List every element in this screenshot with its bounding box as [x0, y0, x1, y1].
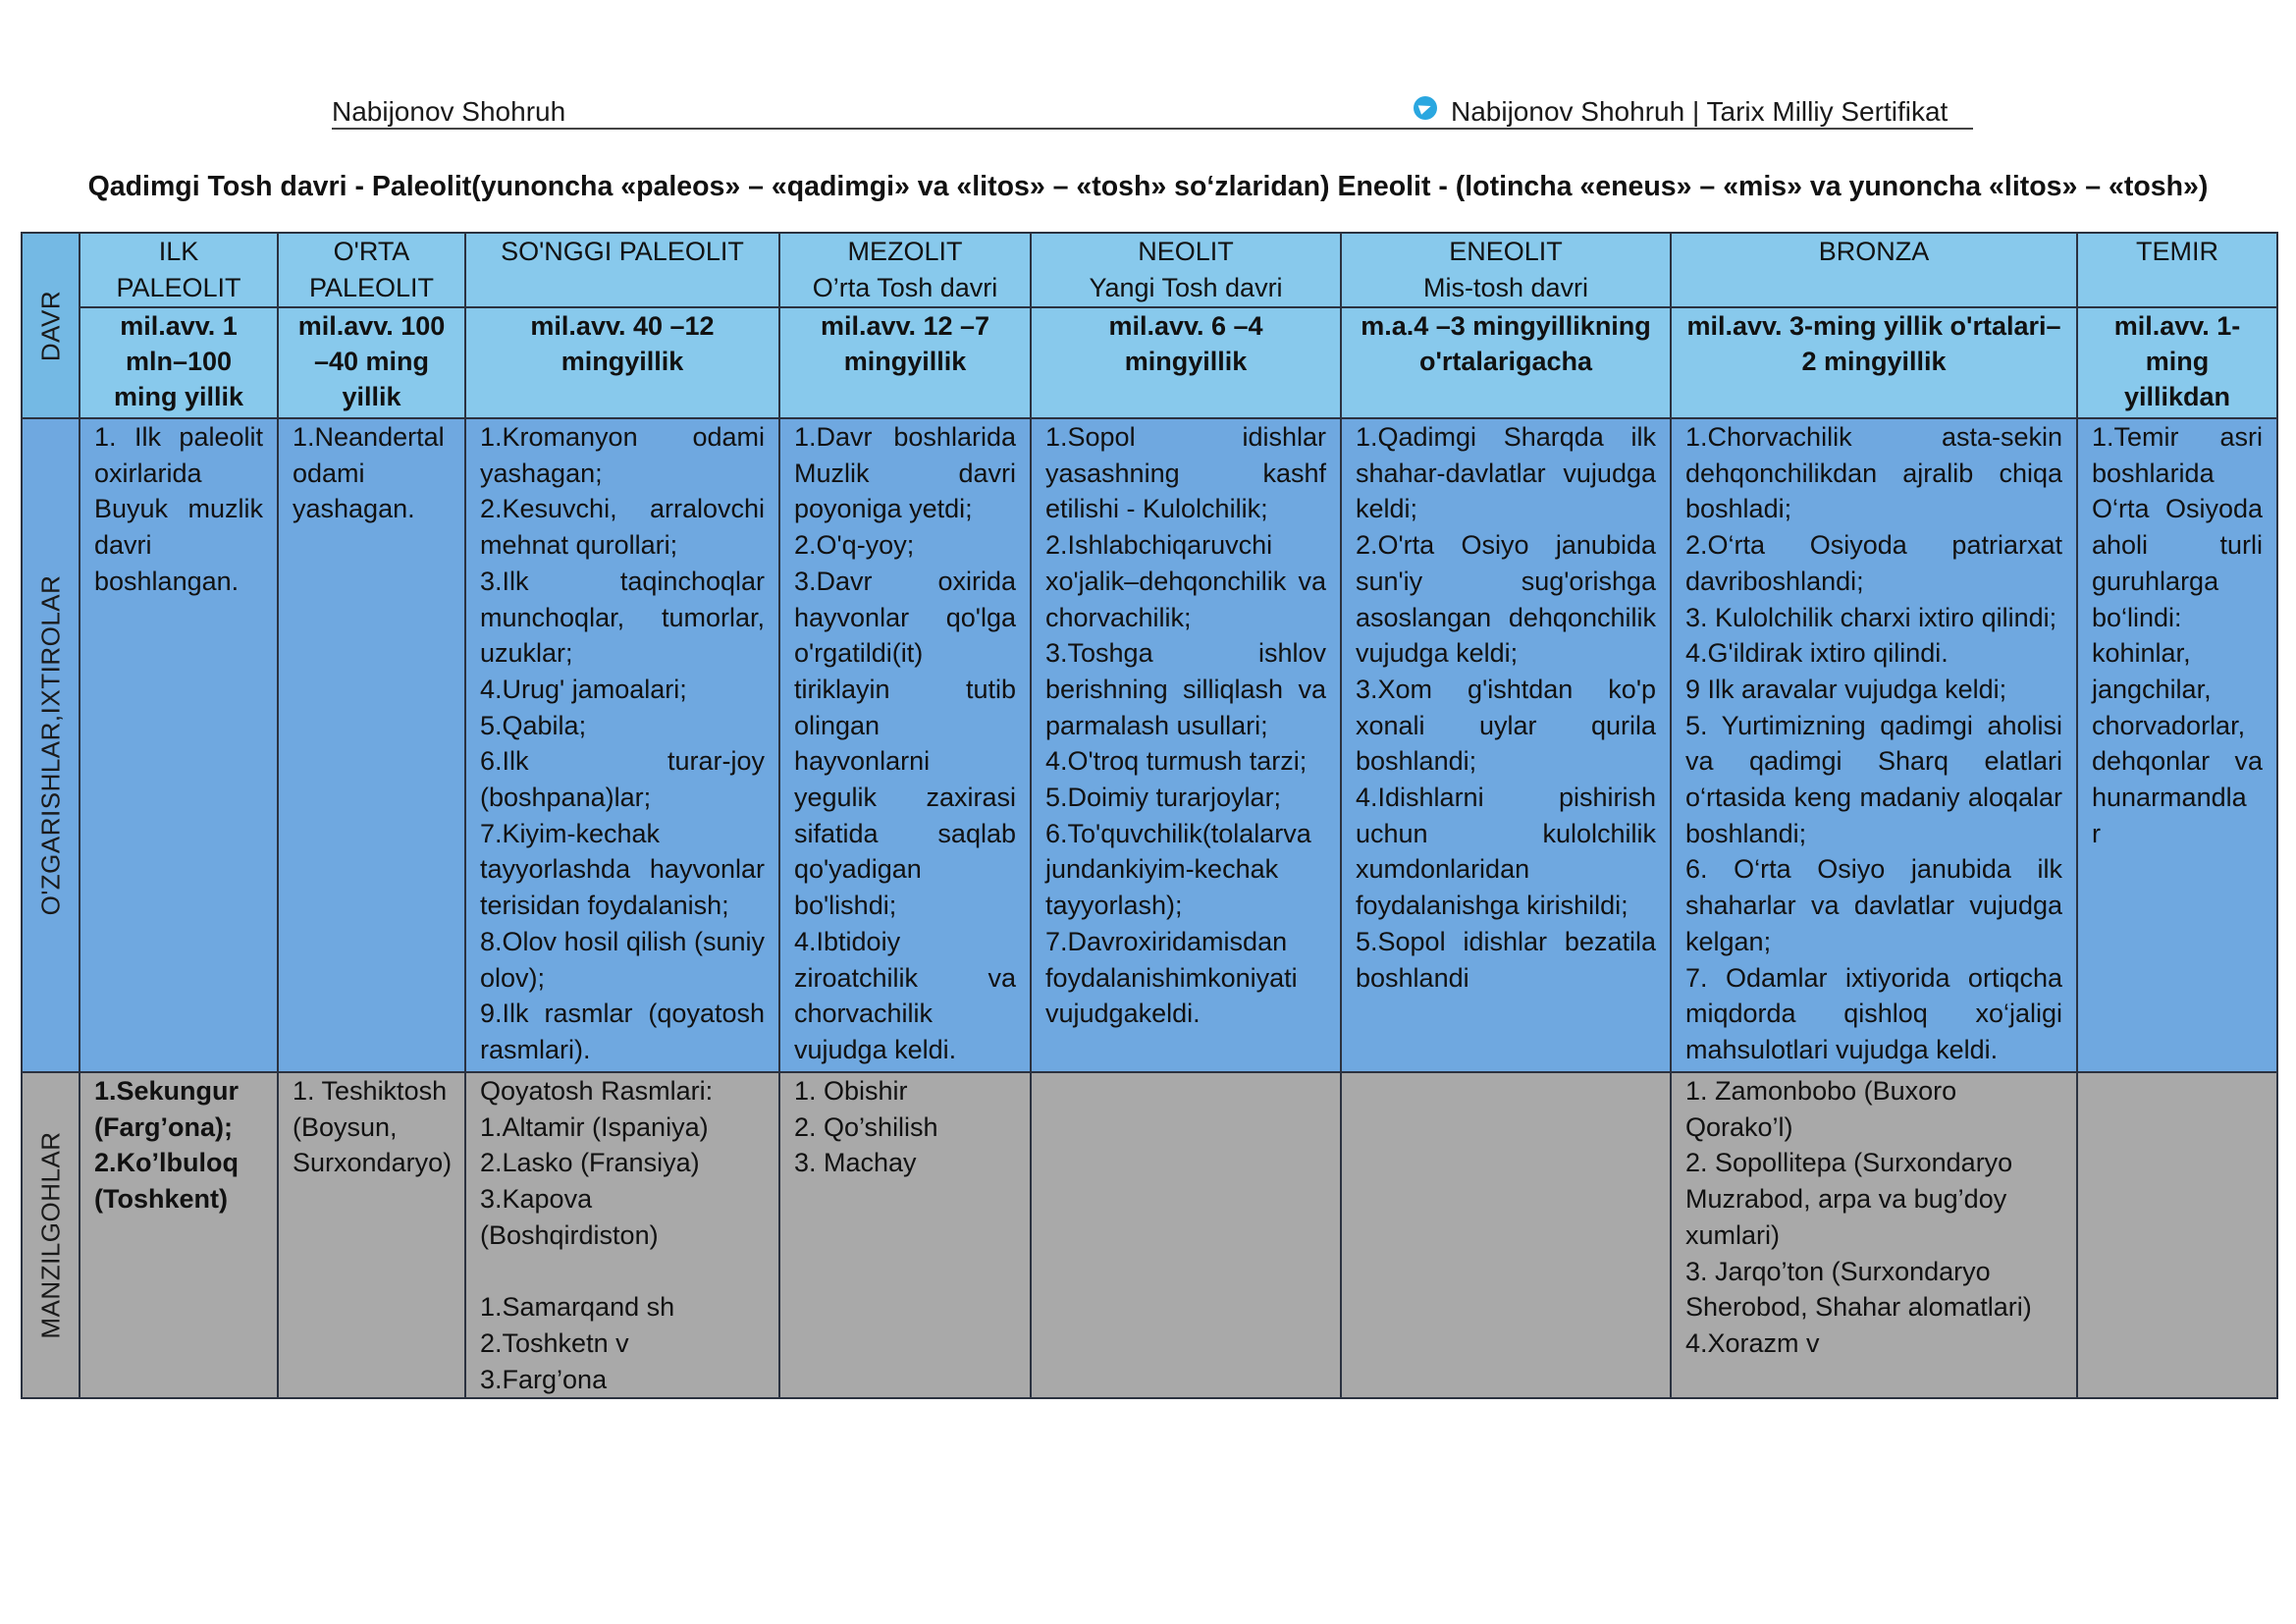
period-name-cell: O'RTA PALEOLIT — [278, 233, 465, 307]
row-label-sites — [22, 1072, 80, 1398]
period-date-cell: mil.avv. 12 –7 mingyillik — [779, 307, 1031, 418]
period-date-cell: mil.avv. 3-ming yillik o'rtalari– 2 mingyillik — [1671, 307, 2077, 418]
channel-credit — [1414, 96, 1948, 128]
changes-cell: 1.Neandertal odami yashagan. — [278, 418, 465, 1072]
period-name-cell: ENEOLIT Mis-tosh davri — [1341, 233, 1671, 307]
sites-cell — [2077, 1072, 2277, 1398]
changes-cell: 1.Kromanyon odami yashagan; 2.Kesuvchi, arralovchi mehnat qurollari; 3.Ilk taqinchoqlar munchoqlar, tumorlar, uzuklar; 4.Urug' jamoalari; 5.Qabila; 6.Ilk turar-joy (boshpana)lar; 7.Kiyim-kechak tayyorlashda hayvonlar terisidan foydalanish; 8.Olov hosil qilish (suniy olov); 9.Ilk rasmlar (qoyatosh rasmlari). — [465, 418, 779, 1072]
period-name-cell: BRONZA — [1671, 233, 2077, 307]
document-title: Qadimgi Tosh davri - Paleolit(yunoncha «paleos» – «qadimgi» va «litos» – «tosh» so‘zlaridan) Eneolit - (lotincha «eneus» – «mis» va yunoncha «litos» – «tosh») — [87, 171, 2209, 202]
changes-cell: 1. Ilk paleolit oxirlarida Buyuk muzlik davri boshlangan. — [80, 418, 278, 1072]
changes-cell: 1.Davr boshlarida Muzlik davri poyoniga yetdi; 2.O'q-yoy; 3.Davr oxirida hayvonlar qo'lga o'rgatildi(it) tiriklayin tutib olingan hayvonlarni yegulik zaxirasi sifatida saqlab qo'yadigan bo'lishdi; 4.Ibtidoiy ziroatchilik va chorvachilik vujudga keldi. — [779, 418, 1031, 1072]
changes-cell: 1.Sopol idishlar yasashning kashf etilishi - Kulolchilik; 2.Ishlabchiqaruvchi xo'jalik–dehqonchilik va chorvachilik; 3.Toshga ishlov berishning silliqlash va parmalash usullari; 4.O'troq turmush tarzi; 5.Doimiy turarjoylar; 6.To'quvchilik(tolalarva jundankiyim-kechak tayyorlash); 7.Davroxiridamisdan foydalanishimkoniyati vujudgakeldi. — [1031, 418, 1341, 1072]
period-name-cell: ILK PALEOLIT — [80, 233, 278, 307]
changes-cell: 1.Temir asri boshlarida O‘rta Osiyoda aholi turli guruhlarga bo‘lindi: kohinlar, jangchilar, chorvadorlar, dehqonlar va hunarmandla r — [2077, 418, 2277, 1072]
telegram-icon — [1414, 96, 1437, 120]
period-name-row — [22, 233, 2277, 307]
row-label-changes — [22, 418, 80, 1072]
period-date-cell: mil.avv. 40 –12 mingyillik — [465, 307, 779, 418]
sites-cell: 1.Sekungur (Farg’ona); 2.Ko’lbuloq (Toshkent) — [80, 1072, 278, 1398]
period-date-cell: m.a.4 –3 mingyillikning o'rtalarigacha — [1341, 307, 1671, 418]
period-name-cell: NEOLIT Yangi Tosh davri — [1031, 233, 1341, 307]
channel-credit-text: Nabijonov Shohruh | Tarix Milliy Sertifikat — [1451, 96, 1949, 127]
header-rule — [332, 128, 1973, 130]
sites-cell: 1. Teshiktosh (Boysun, Surxondaryo) — [278, 1072, 465, 1398]
sites-cell: 1. Zamonbobo (Buxoro Qorako’l) 2. Sopollitepa (Surxondaryo Muzrabod, arpa va bug’doy xumlari) 3. Jarqo’ton (Surxondaryo Sherobod, Shahar alomatlari) 4.Xorazm v — [1671, 1072, 2077, 1398]
period-date-cell: mil.avv. 1- ming yillikdan — [2077, 307, 2277, 418]
author-name-left: Nabijonov Shohruh — [332, 96, 566, 127]
period-date-cell: mil.avv. 100 –40 ming yillik — [278, 307, 465, 418]
sites-cell: Qoyatosh Rasmlari: 1.Altamir (Ispaniya) 2.Lasko (Fransiya) 3.Kapova (Boshqirdiston) 1.Samarqand sh 2.Toshketn v 3.Farg’ona — [465, 1072, 779, 1398]
row-label-changes-text: O'ZGARISHLAR,IXTIROLAR — [35, 574, 66, 916]
period-date-cell: mil.avv. 1 mln–100 ming yillik — [80, 307, 278, 418]
changes-cell: 1.Chorvachilik asta-sekin dehqonchilikdan ajralib chiqa boshladi; 2.O‘rta Osiyoda patriarxat davriboshlandi; 3. Kulolchilik charxi ixtiro qilindi; 4.G'ildirak ixtiro qilindi. 9 Ilk aravalar vujudga keldi; 5. Yurtimizning qadimgi aholisi va qadimgi Sharq elatlari o‘rtasida keng madaniy aloqalar boshlandi; 6. O‘rta Osiyo janubida ilk shaharlar va davlatlar vujudga kelgan; 7. Odamlar ixtiyorida ortiqcha miqdorda qishloq xo‘jaligi mahsulotlari vujudga keldi. — [1671, 418, 2077, 1072]
changes-cell: 1.Qadimgi Sharqda ilk shahar-davlatlar vujudga keldi; 2.O'rta Osiyo janubida sun'iy sug'orishga asoslangan dehqonchilik vujudga keldi; 3.Xom g'ishtdan ko'p xonali uylar qurila boshlandi; 4.Idishlarni pishirish uchun kulolchilik xumdonlaridan foydalanishga kirishildi; 5.Sopol idishlar bezatila boshlandi — [1341, 418, 1671, 1072]
row-label-davr — [22, 233, 80, 418]
period-date-cell: mil.avv. 6 –4 mingyillik — [1031, 307, 1341, 418]
row-label-sites-text: MANZILGOHLAR — [35, 1131, 66, 1339]
period-name-cell: TEMIR — [2077, 233, 2277, 307]
period-name-cell: MEZOLIT O’rta Tosh davri — [779, 233, 1031, 307]
period-date-row — [22, 307, 2277, 418]
period-name-cell: SO'NGGI PALEOLIT — [465, 233, 779, 307]
changes-row — [22, 418, 2277, 1072]
sites-row — [22, 1072, 2277, 1398]
sites-cell — [1031, 1072, 1341, 1398]
periods-table — [21, 232, 2278, 1399]
row-label-davr-text: DAVR — [35, 290, 66, 361]
sites-cell: 1. Obishir 2. Qo’shilish 3. Machay — [779, 1072, 1031, 1398]
sites-cell — [1341, 1072, 1671, 1398]
